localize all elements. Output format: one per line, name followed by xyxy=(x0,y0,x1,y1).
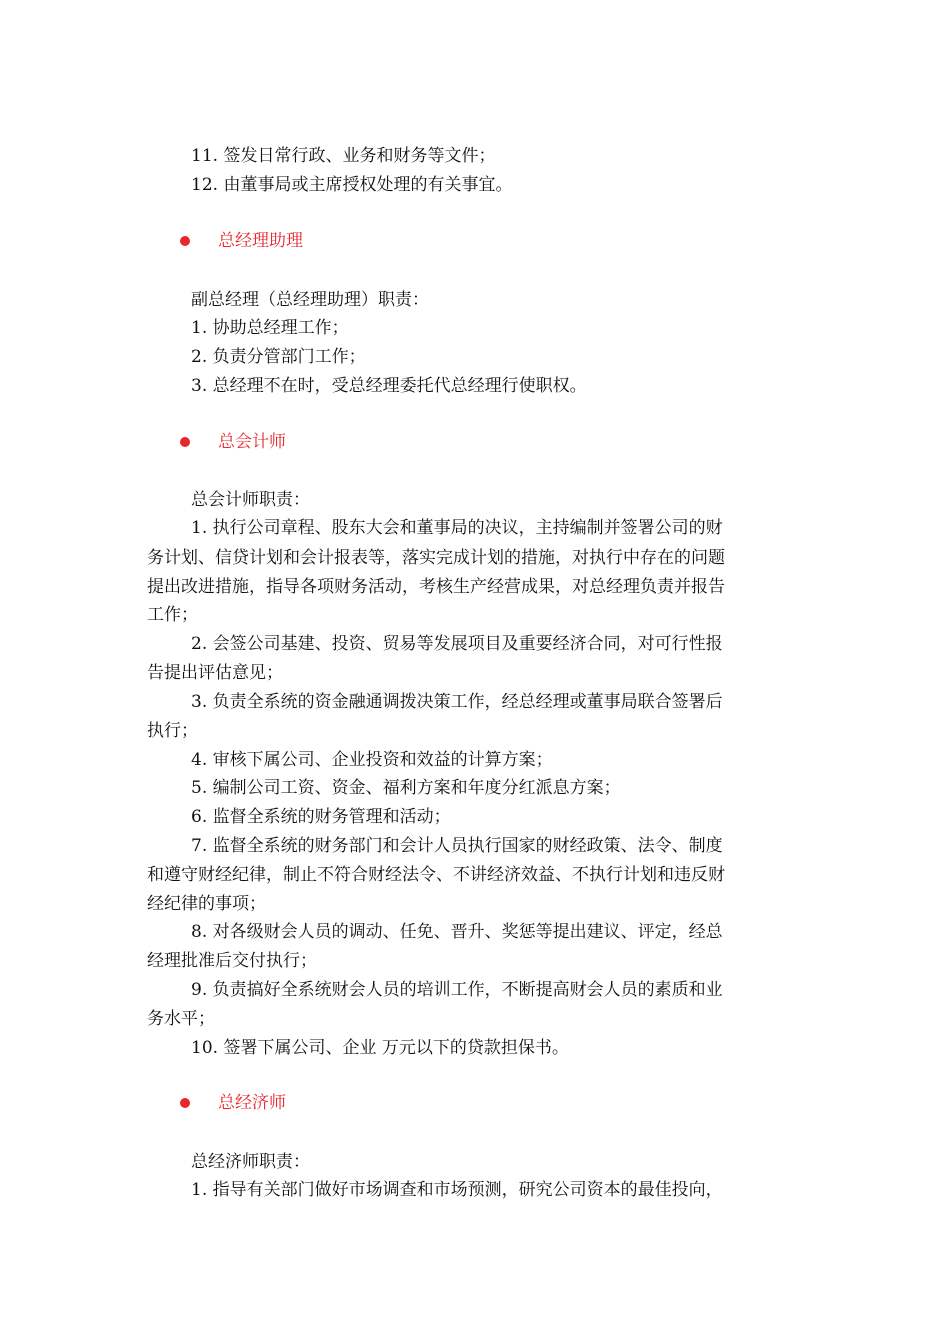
paragraph-line: 经理批准后交付执行； xyxy=(147,951,317,971)
list-item: 1. 协助总经理工作； xyxy=(191,318,349,338)
paragraph-line: 2. 会签公司基建、投资、贸易等发展项目及重要经济合同，对可行性报 xyxy=(191,634,723,654)
bullet-icon xyxy=(180,236,190,246)
paragraph-line: 10. 签署下属公司、企业 万元以下的贷款担保书。 xyxy=(191,1038,569,1058)
paragraph-line: 6. 监督全系统的财务管理和活动； xyxy=(191,807,451,827)
paragraph-line: 9. 负责搞好全系统财会人员的培训工作，不断提高财会人员的素质和业 xyxy=(191,980,723,1000)
paragraph-line: 4. 审核下属公司、企业投资和效益的计算方案； xyxy=(191,750,553,770)
section-heading xyxy=(180,229,303,253)
list-item: 2. 负责分管部门工作； xyxy=(191,347,366,367)
paragraph-line: 提出改进措施，指导各项财务活动，考核生产经营成果，对总经理负责并报告 xyxy=(147,577,725,597)
paragraph-line: 5. 编制公司工资、资金、福利方案和年度分红派息方案； xyxy=(191,778,621,798)
bullet-icon xyxy=(180,437,190,447)
section-heading-text: 总会计师 xyxy=(218,432,286,452)
paragraph-line: 3. 负责全系统的资金融通调拨决策工作，经总经理或董事局联合签署后 xyxy=(191,692,723,712)
list-item: 11. 签发日常行政、业务和财务等文件； xyxy=(191,146,496,166)
paragraph-line: 告提出评估意见； xyxy=(147,663,283,683)
section-intro: 副总经理（总经理助理）职责： xyxy=(191,290,429,310)
paragraph-line: 1. 执行公司章程、股东大会和董事局的决议，主持编制并签署公司的财 xyxy=(191,518,723,538)
list-item: 3. 总经理不在时，受总经理委托代总经理行使职权。 xyxy=(191,376,587,396)
paragraph-line: 经纪律的事项； xyxy=(147,894,266,914)
paragraph-line: 执行； xyxy=(147,721,198,741)
section-heading-text: 总经理助理 xyxy=(218,231,303,251)
paragraph-line: 务水平； xyxy=(147,1009,215,1029)
paragraph-line: 工作； xyxy=(147,605,198,625)
list-item: 12. 由董事局或主席授权处理的有关事宜。 xyxy=(191,175,513,195)
section-intro: 总会计师职责： xyxy=(191,490,310,510)
paragraph-line: 7. 监督全系统的财务部门和会计人员执行国家的财经政策、法令、制度 xyxy=(191,836,723,856)
bullet-icon xyxy=(180,1098,190,1108)
paragraph-line: 8. 对各级财会人员的调动、任免、晋升、奖惩等提出建议、评定，经总 xyxy=(191,922,723,942)
section-heading xyxy=(180,1091,286,1115)
section-heading xyxy=(180,430,286,454)
section-intro: 总经济师职责： xyxy=(191,1152,310,1172)
list-item: 1. 指导有关部门做好市场调查和市场预测，研究公司资本的最佳投向， xyxy=(191,1180,723,1200)
section-heading-text: 总经济师 xyxy=(218,1093,286,1113)
paragraph-line: 务计划、信贷计划和会计报表等，落实完成计划的措施，对执行中存在的问题 xyxy=(147,548,725,568)
paragraph-line: 和遵守财经纪律，制止不符合财经法令、不讲经济效益、不执行计划和违反财 xyxy=(147,865,725,885)
